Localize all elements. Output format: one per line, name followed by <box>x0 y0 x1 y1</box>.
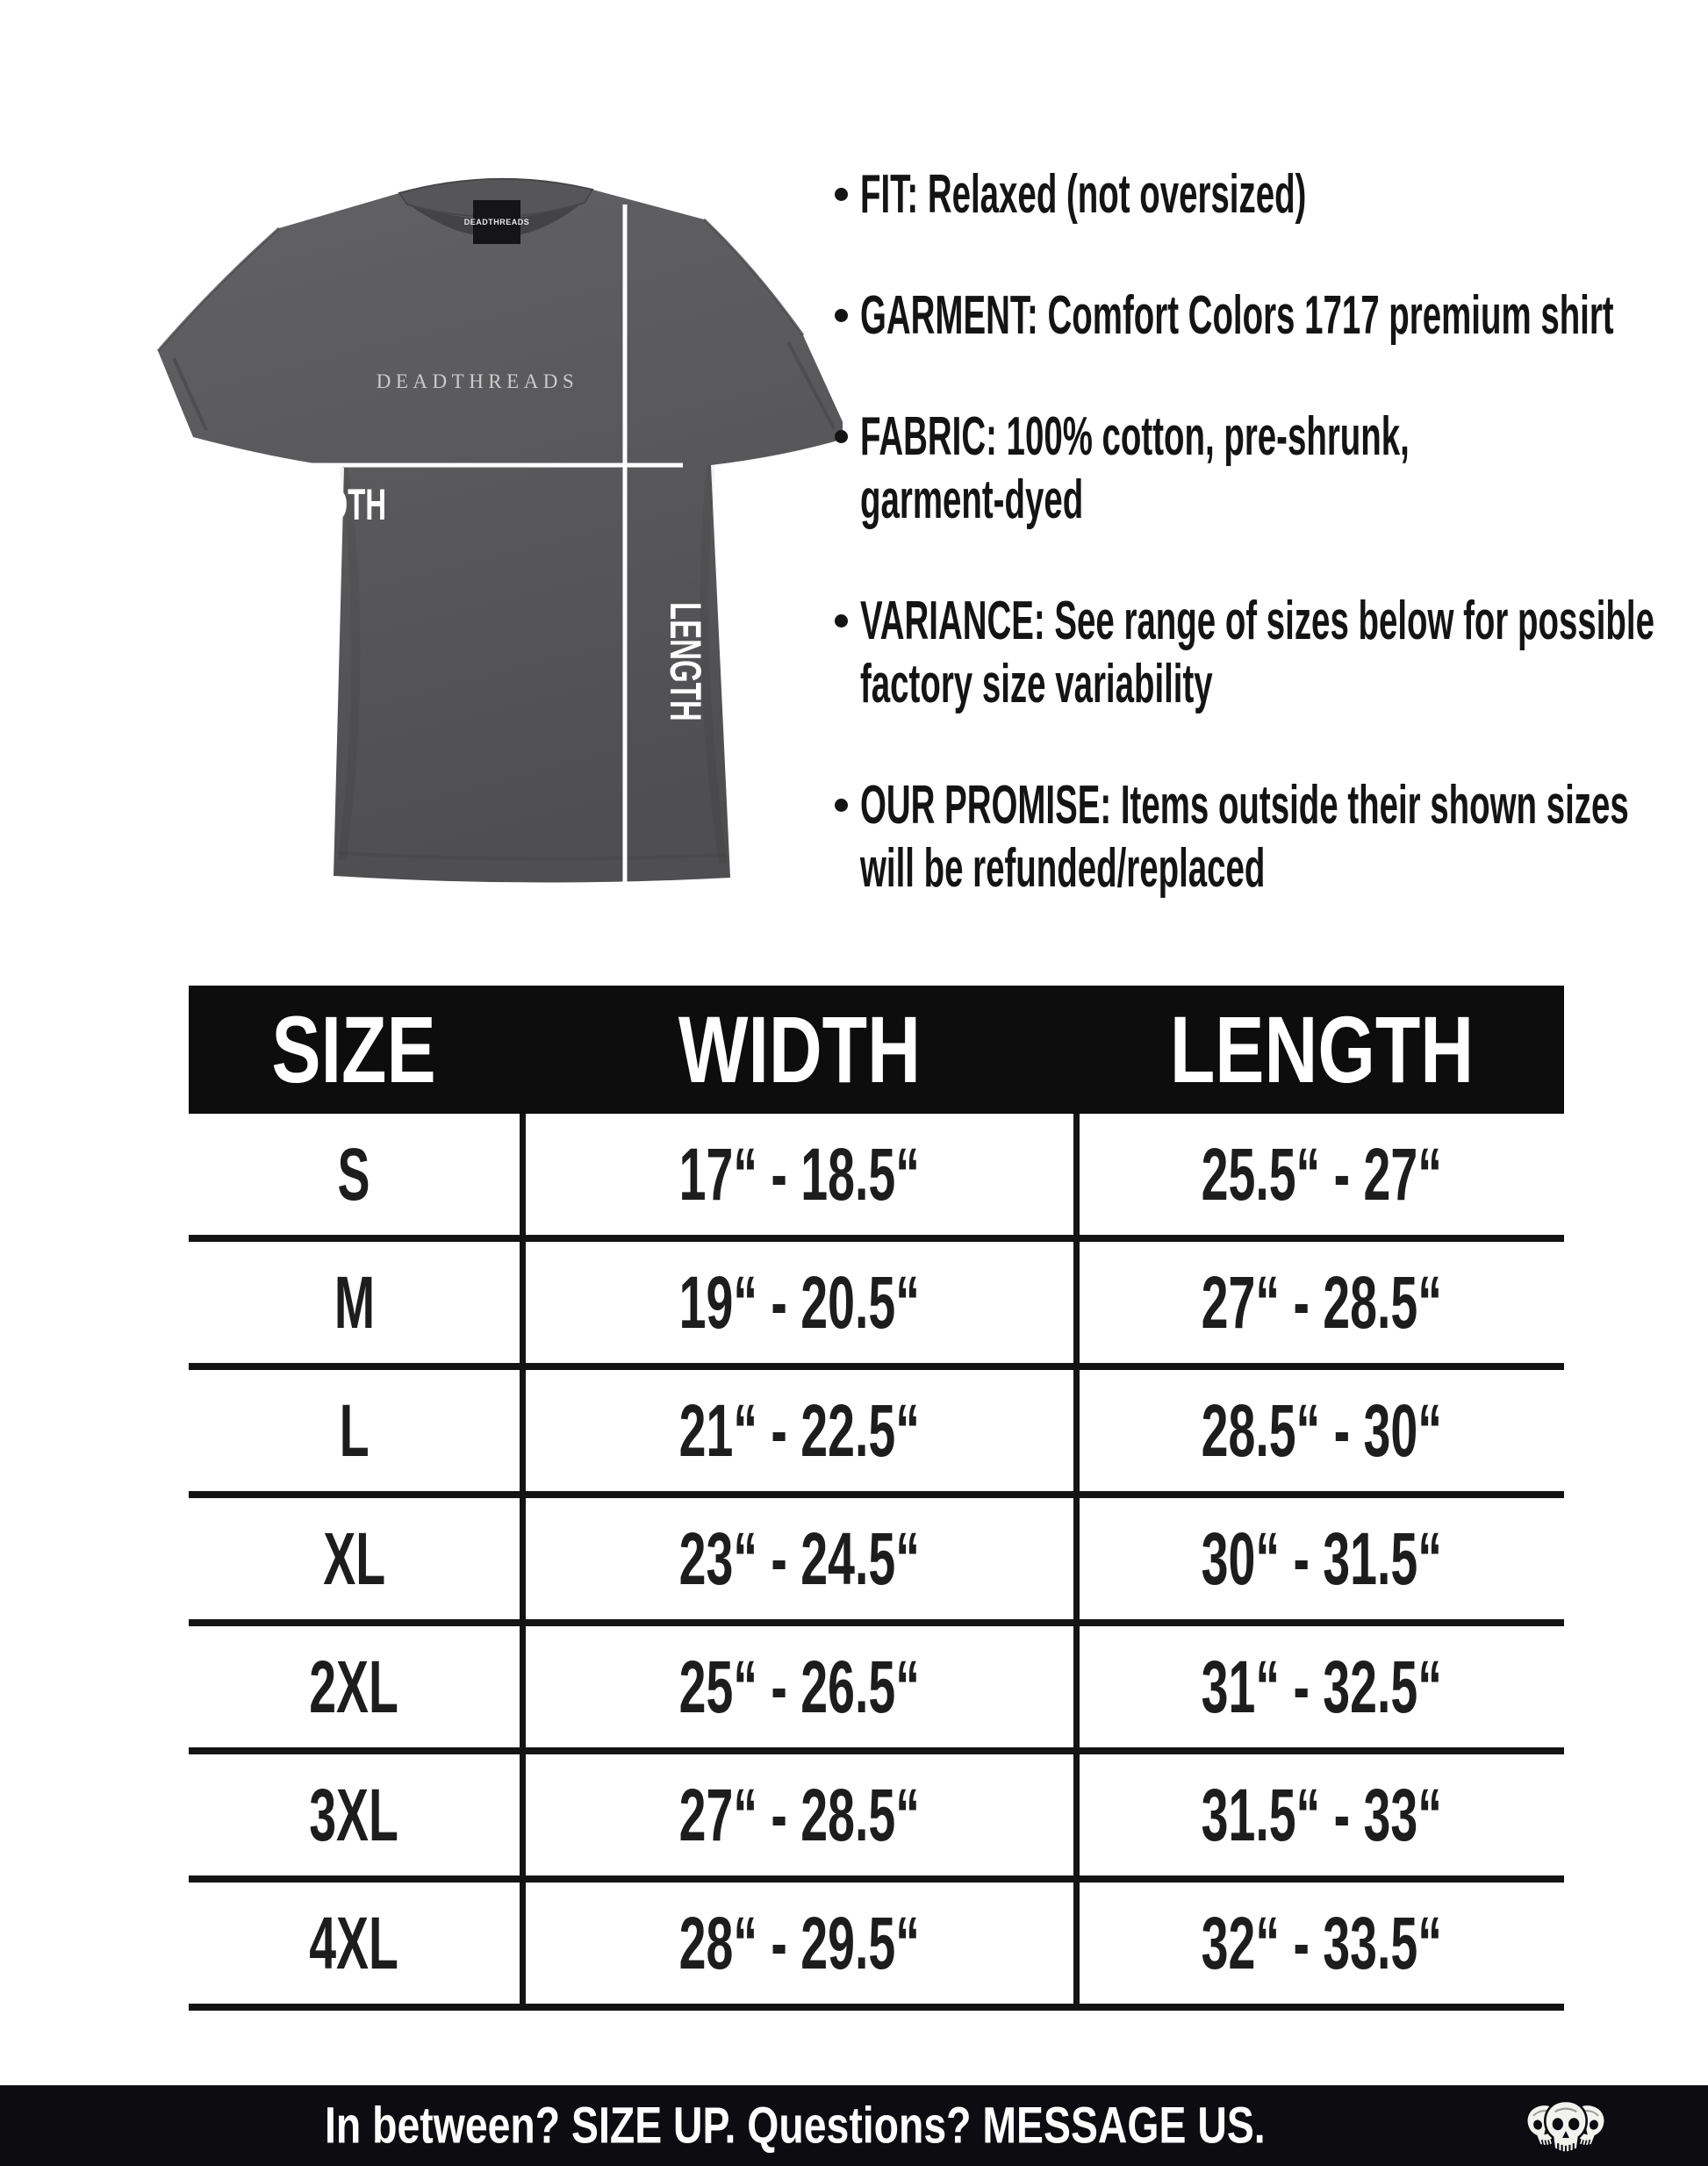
three-skulls-logo <box>1515 2088 1617 2163</box>
length-cell: 27“ - 28.5“ <box>1201 1261 1443 1344</box>
header-length: LENGTH <box>1169 996 1475 1102</box>
bullet-line: FABRIC: 100% cotton, pre-shrunk, <box>860 406 1410 467</box>
footer-message: In between? SIZE UP. Questions? MESSAGE US. <box>325 2097 1266 2155</box>
length-line-label: LENGTH <box>661 602 710 721</box>
width-cell: 17“ - 18.5“ <box>520 1114 1080 1235</box>
size-cell: 3XL <box>309 1774 399 1856</box>
bullet-dot <box>835 309 848 322</box>
bullet-line: FIT: Relaxed (not oversized) <box>860 164 1307 225</box>
table-row <box>189 1883 1564 2011</box>
size-cell: XL <box>323 1517 385 1600</box>
table-row <box>189 1114 1564 1242</box>
bullet-fit <box>835 163 1708 226</box>
bullet-dot <box>835 614 848 628</box>
table-row <box>189 1626 1564 1754</box>
header-size: SIZE <box>271 996 437 1102</box>
width-cell: 25“ - 26.5“ <box>520 1626 1080 1747</box>
bullet-promise <box>835 774 1708 900</box>
length-cell: 25.5“ - 27“ <box>1201 1133 1443 1216</box>
bullet-dot <box>835 188 848 201</box>
width-cell: 27“ - 28.5“ <box>520 1754 1080 1876</box>
size-cell: L <box>339 1389 370 1472</box>
bullet-line: OUR PROMISE: Items outside their shown sizes <box>860 775 1629 836</box>
bullet-variance <box>835 590 1708 716</box>
bullet-line: factory size variability <box>860 654 1213 714</box>
bullet-dot <box>835 430 848 443</box>
tshirt-diagram <box>53 88 843 965</box>
size-table <box>189 986 1564 2011</box>
width-line-label: WIDTH <box>291 480 387 529</box>
table-row <box>189 1498 1564 1626</box>
width-cell: 23“ - 24.5“ <box>520 1498 1080 1619</box>
length-cell: 31“ - 32.5“ <box>1201 1646 1443 1728</box>
length-cell: 32“ - 33.5“ <box>1201 1902 1443 1984</box>
width-cell: 28“ - 29.5“ <box>520 1883 1080 2004</box>
size-table-header <box>189 986 1564 1114</box>
chest-logo-text: DEADTHREADS <box>376 370 579 392</box>
size-cell: S <box>338 1133 370 1216</box>
bullet-dot <box>835 799 848 812</box>
width-cell: 21“ - 22.5“ <box>520 1370 1080 1491</box>
bullet-line: VARIANCE: See range of sizes below for possible <box>860 591 1654 651</box>
size-cell: 4XL <box>309 1902 399 1984</box>
length-cell: 30“ - 31.5“ <box>1201 1517 1443 1600</box>
size-cell: 2XL <box>309 1646 399 1728</box>
bullet-line: garment-dyed <box>860 470 1084 530</box>
neck-tag-text: DEADTHREADS <box>463 218 530 226</box>
header-width: WIDTH <box>678 996 922 1102</box>
product-details-list <box>835 163 1708 958</box>
table-row <box>189 1754 1564 1883</box>
length-cell: 28.5“ - 30“ <box>1201 1389 1443 1472</box>
bullet-garment <box>835 284 1708 348</box>
width-cell: 19“ - 20.5“ <box>520 1242 1080 1363</box>
table-row <box>189 1370 1564 1498</box>
footer-bar <box>0 2085 1708 2166</box>
table-row <box>189 1242 1564 1370</box>
length-cell: 31.5“ - 33“ <box>1201 1774 1443 1856</box>
bullet-line: will be refunded/replaced <box>860 838 1266 899</box>
bullet-line: GARMENT: Comfort Colors 1717 premium shirt <box>860 285 1614 346</box>
bullet-fabric <box>835 405 1708 532</box>
tshirt-body <box>158 179 843 883</box>
size-cell: M <box>334 1261 375 1344</box>
